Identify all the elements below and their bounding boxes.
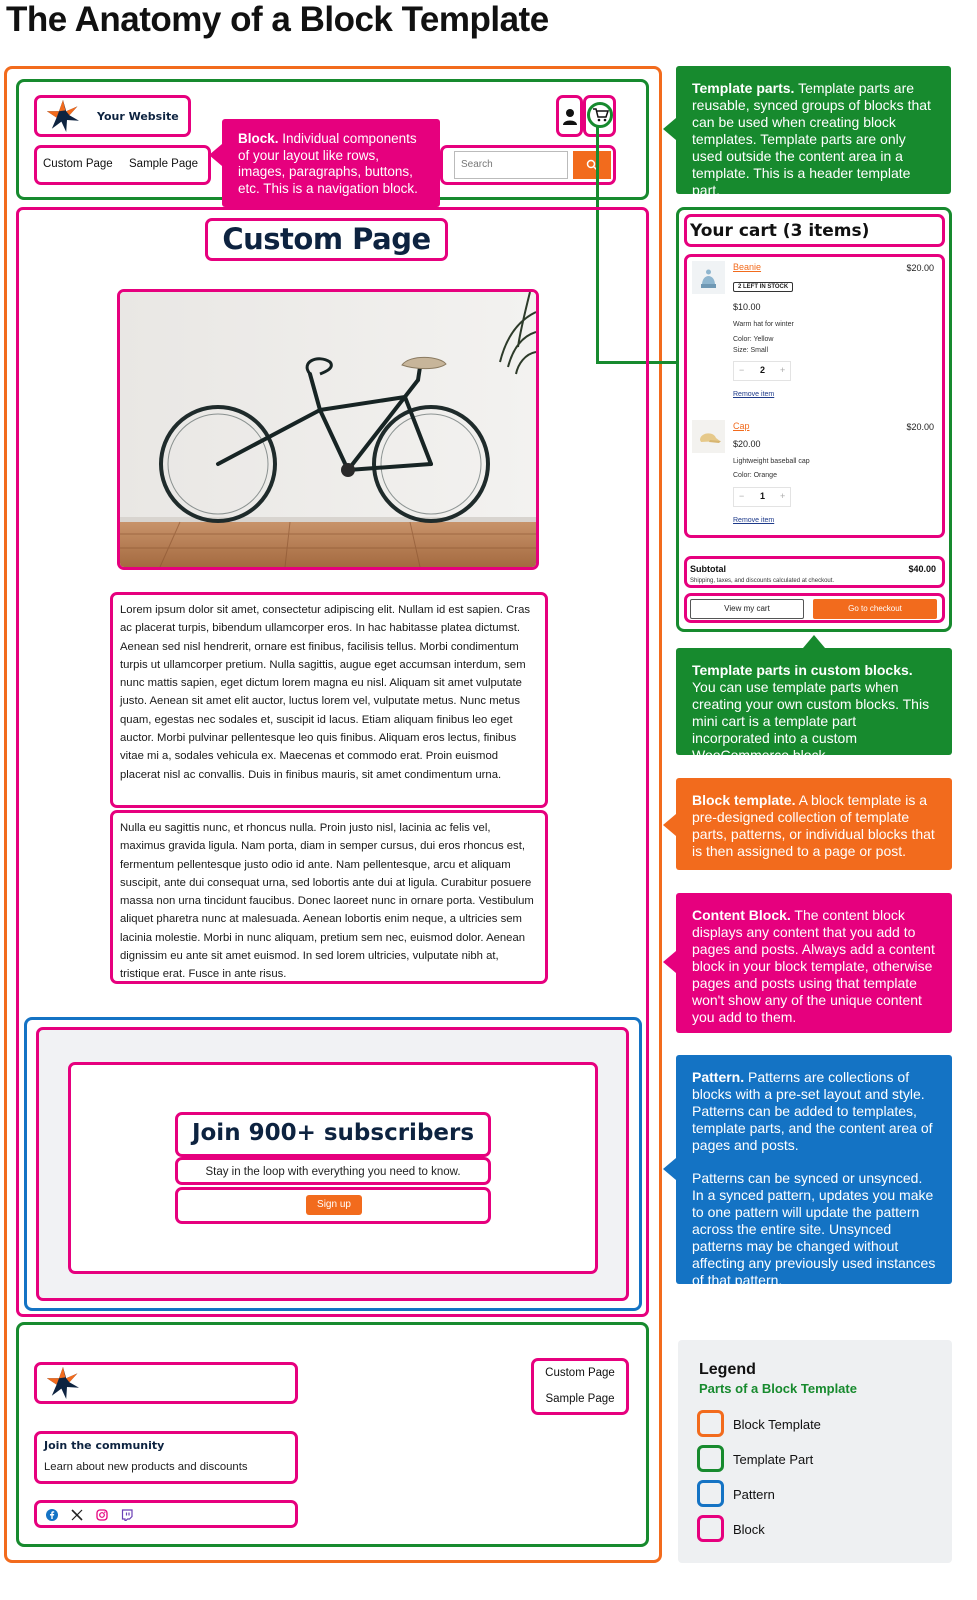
cart-icon[interactable]: [593, 108, 609, 122]
quantity-minus[interactable]: −: [739, 491, 745, 501]
legend-label: Block: [733, 1522, 765, 1537]
callout-template-parts: Template parts. Template parts are reusable, synced groups of blocks that can be used when creating block templates. Template parts are only used outside the content area in a template. This is a header template part.: [676, 66, 951, 194]
quantity-stepper[interactable]: [733, 361, 791, 381]
page-heading: Custom Page: [222, 222, 431, 256]
cart-item-unit-price: $10.00: [733, 302, 761, 312]
cart-item-thumbnail: [692, 420, 725, 453]
cart-item-attribute: Color: Yellow: [733, 336, 774, 343]
cart-buttons-block: [684, 593, 945, 623]
cart-item-name[interactable]: Cap: [733, 421, 750, 431]
beanie-image: [692, 261, 725, 294]
cart-item-description: Lightweight baseball cap: [733, 458, 810, 465]
legend-swatch-template-part: [697, 1445, 724, 1472]
cart-item-thumbnail: [692, 261, 725, 294]
quantity-minus[interactable]: −: [739, 365, 745, 375]
view-cart-button[interactable]: View my cart: [690, 599, 804, 619]
legend-subtitle: Parts of a Block Template: [699, 1381, 857, 1396]
star-logo-icon: [47, 100, 79, 132]
search-block: [440, 145, 616, 185]
footer-nav-custom-page[interactable]: Custom Page: [545, 1367, 615, 1379]
nav-link-sample-page[interactable]: Sample Page: [129, 158, 199, 170]
social-icons-block: [34, 1500, 298, 1528]
cart-item-price: $20.00: [906, 422, 934, 432]
cart-items-block: [684, 254, 945, 538]
callout-pattern: Pattern. Patterns are collections of blocks with a pre-set layout and style. Patterns can be added to templates, template parts, and the content area of pages and posts. Patterns can be synced or unsynced. In a synced pattern, updates you make to one pattern will update the pattern across the entire site. Unsynced patterns may be changed without affecting any previously used instances of that pattern.: [676, 1055, 952, 1284]
twitch-icon[interactable]: [121, 1509, 133, 1521]
site-title[interactable]: Your Website: [97, 110, 179, 123]
x-twitter-icon[interactable]: [71, 1509, 83, 1521]
cart-item-attribute: Size: Small: [733, 347, 769, 354]
legend-swatch-block-template: [697, 1410, 724, 1437]
newsletter-text-block: [175, 1157, 491, 1185]
quantity-stepper[interactable]: [733, 487, 791, 507]
nav-link-custom-page[interactable]: Custom Page: [43, 158, 113, 170]
callout-block: Block. Individual components of your layout like rows, images, paragraphs, buttons, etc. This is a navigation block.: [222, 119, 440, 207]
paragraph-block-1: Lorem ipsum dolor sit amet, consectetur adipiscing elit. Nullam id est sapien. Cras ac placerat turpis, bibendum ullamcorper eros. In hac habitasse platea dictumst. Aenean sed nisl hendrerit, ornare est finibus, facilisis tellus. Morbi condimentum turpis ut ullamcorper pretium. Nulla sagittis, augue eget accumsan interdum, sem nunc mattis sapien, eget dictum lorem magna eu nisl. Aliquam sit amet vulputate justo. Aenean sit amet elit auctor, luctus lorem vel, vulputate metus. Nunc metus quam, egestas nec sodales et, suscipit id lacus. Etiam aliquam finibus leo eget auctor. Morbi pulvinar pellentesque leo quis finibus. Aliquam eros lectus, finibus vitae mi a, sodales vehicula ex. Maecenas et commodo erat. Proin euismod placerat nisl ac convallis. Duis in finibus mauris, sit amet condimentum urna.: [110, 592, 548, 808]
site-logo-block: [34, 95, 191, 137]
search-button[interactable]: [573, 151, 611, 179]
callout-block-template: Block template. A block template is a pre-designed collection of template parts, patterns, or individual blocks that is then assigned to a page or post.: [676, 778, 952, 870]
cart-title: Your cart (3 items): [690, 221, 870, 241]
cart-title-block: [684, 214, 945, 247]
cart-item-description: Warm hat for winter: [733, 321, 794, 328]
stock-badge: 2 LEFT IN STOCK: [733, 282, 793, 292]
cart-subtotal-block: [684, 556, 945, 588]
legend-label: Block Template: [733, 1417, 821, 1432]
checkout-button[interactable]: Go to checkout: [813, 599, 937, 619]
remove-item-link[interactable]: Remove item: [733, 517, 775, 524]
quantity-value[interactable]: 1: [760, 491, 766, 501]
footer-navigation-block: [531, 1358, 629, 1415]
cart-item-attribute: Color: Orange: [733, 472, 777, 479]
subtotal-note: Shipping, taxes, and discounts calculated at checkout.: [690, 578, 835, 584]
newsletter-heading-block: [175, 1112, 491, 1157]
page-title-block: [205, 218, 448, 261]
legend-swatch-block: [697, 1515, 724, 1542]
bicycle-image: [120, 292, 536, 567]
newsletter-text: Stay in the loop with everything you need to know.: [205, 1166, 461, 1178]
search-input[interactable]: Search: [454, 151, 568, 179]
quantity-plus[interactable]: +: [780, 365, 786, 375]
cart-item-unit-price: $20.00: [733, 439, 761, 449]
callout-custom-blocks: Template parts in custom blocks. You can use template parts when creating your own custom blocks. This mini cart is a template part incorporated into a custom WooCommerce block.: [676, 648, 952, 755]
cart-item-name[interactable]: Beanie: [733, 262, 762, 272]
legend-label: Template Part: [733, 1452, 814, 1467]
newsletter-heading: Join 900+ subscribers: [191, 1120, 475, 1146]
footer-community-block: [34, 1431, 298, 1484]
mini-cart-block: [583, 95, 616, 137]
subtotal-label: Subtotal: [690, 564, 726, 574]
facebook-icon[interactable]: [46, 1509, 58, 1521]
legend-swatch-pattern: [697, 1480, 724, 1507]
navigation-block: [34, 145, 211, 185]
instagram-icon[interactable]: [96, 1509, 108, 1521]
community-text: Learn about new products and discounts: [44, 1461, 248, 1473]
account-block: [556, 95, 583, 137]
sign-up-button[interactable]: Sign up: [306, 1195, 362, 1215]
page-title: The Anatomy of a Block Template: [6, 0, 549, 39]
subtotal-value: $40.00: [908, 564, 936, 574]
legend-label: Pattern: [733, 1487, 775, 1502]
quantity-plus[interactable]: +: [780, 491, 786, 501]
callout-content-block: Content Block. The content block displays any content that you add to pages and posts. Always add a content block in your block template, otherwise pages and posts using that template won't show any of the unique content you add to them.: [676, 893, 952, 1033]
community-title: Join the community: [44, 1439, 165, 1452]
image-block: [117, 289, 539, 570]
cart-item-price: $20.00: [906, 263, 934, 273]
remove-item-link[interactable]: Remove item: [733, 391, 775, 398]
footer-logo-block: [34, 1362, 298, 1404]
user-icon[interactable]: [562, 108, 578, 126]
legend: [678, 1340, 952, 1563]
footer-nav-sample-page[interactable]: Sample Page: [545, 1393, 615, 1405]
quantity-value[interactable]: 2: [760, 365, 766, 375]
legend-title: Legend: [699, 1361, 756, 1378]
footer-star-logo-icon: [47, 1367, 79, 1399]
paragraph-block-2: Nulla eu sagittis nunc, et rhoncus nulla. Proin justo nisl, lacinia ac felis vel, maximus gravida ligula. Nam porta, diam in semper cursus, dui eros rhoncus est, fermentum pellentesque justo odio id ante. Nam pellentesque, arcu et aliquam suscipit, ante dui consequat urna, sed lobortis ante dui at ligula. Curabitur posuere massa non urna tincidunt faucibus. Donec laoreet nunc in ornare porta. Vestibulum aliquet pharetra nunc at malesuada. Aenean lobortis enim neque, a ultricies sem lacinia molestie. Morbi in nunc aliquam, pretium sem nec, euismod dolor. Aenean dignissim eu ante sit amet euismod. In sed lorem ultricies, vulputate nibh at, tristique erat. Fusce in ante risus.: [110, 810, 548, 984]
newsletter-buttons-block: [175, 1187, 491, 1224]
cap-image: [692, 420, 725, 453]
